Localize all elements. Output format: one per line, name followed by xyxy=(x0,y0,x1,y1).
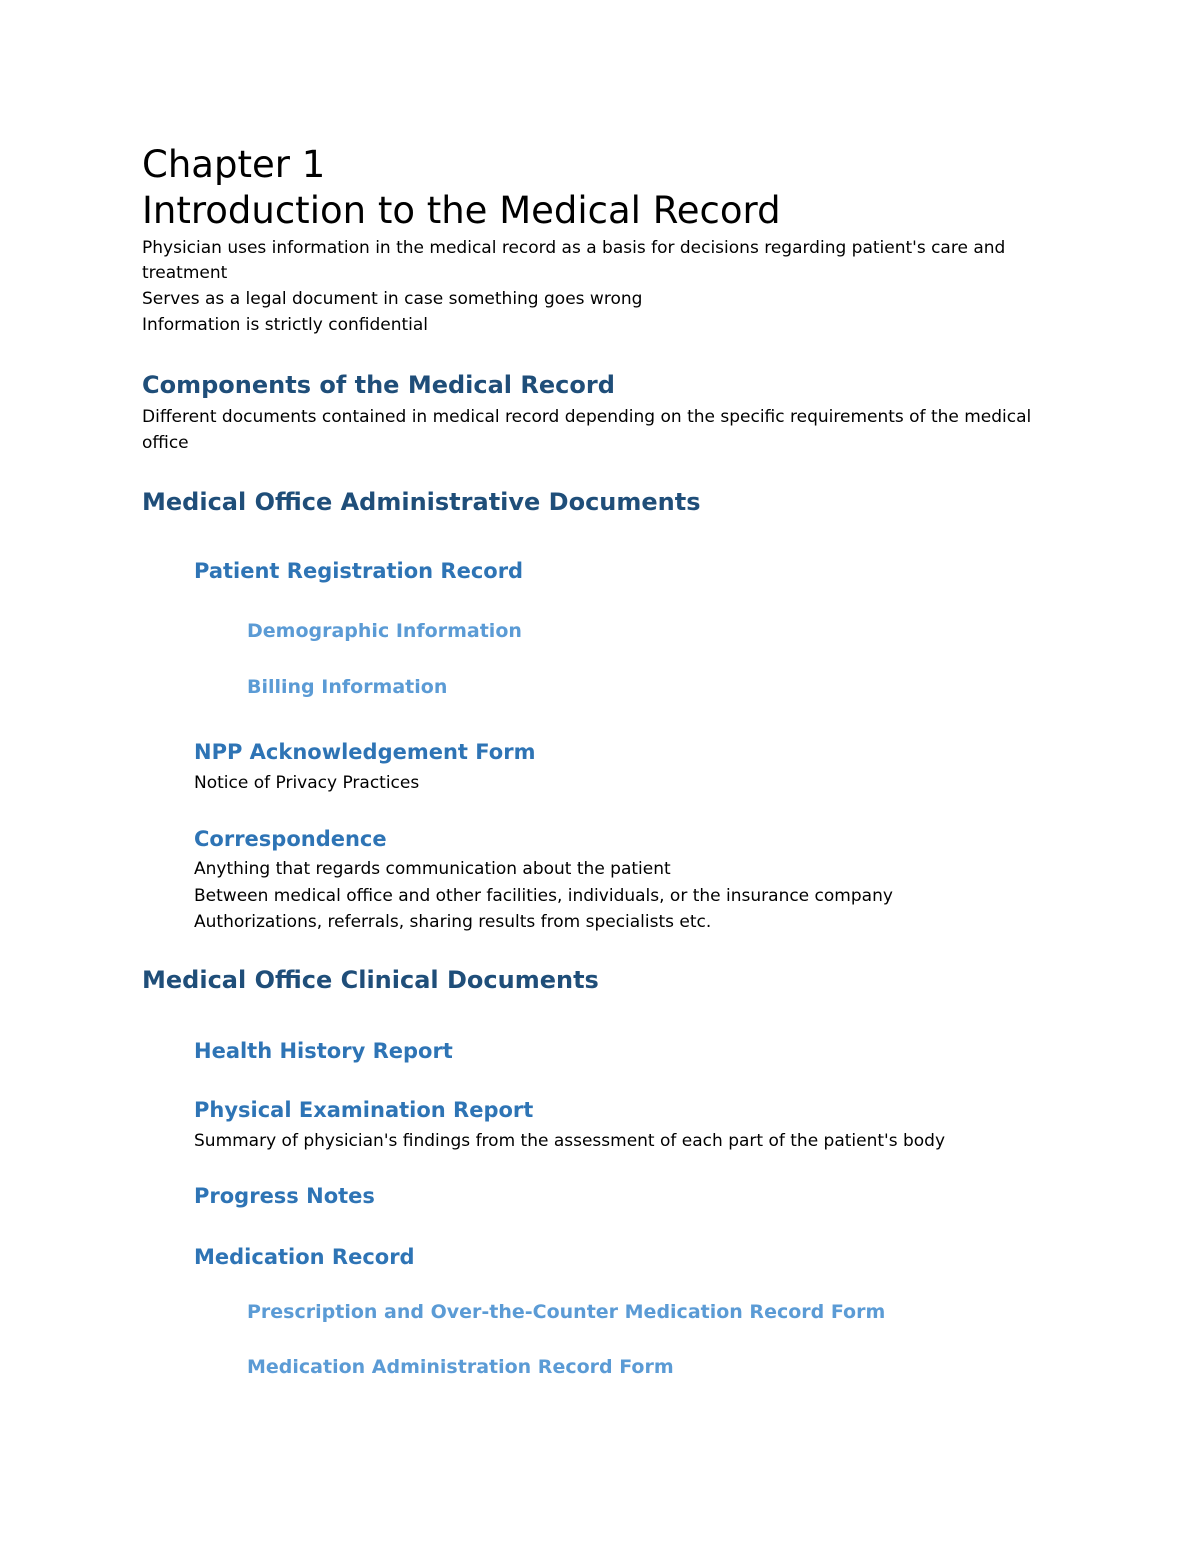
medication-record-heading: Medication Record xyxy=(194,1245,415,1269)
components-heading: Components of the Medical Record xyxy=(142,371,615,399)
medication-administration-heading: Medication Administration Record Form xyxy=(247,1356,674,1378)
billing-information-heading: Billing Information xyxy=(247,676,448,698)
administrative-documents-heading: Medical Office Administrative Documents xyxy=(142,488,701,516)
components-text-line: office xyxy=(142,433,189,453)
correspondence-text: Between medical office and other facilities, individuals, or the insurance company xyxy=(194,886,893,906)
demographic-information-heading: Demographic Information xyxy=(247,620,522,642)
intro-paragraph: Serves as a legal document in case something goes wrong xyxy=(142,289,643,309)
components-text-line: Different documents contained in medical record depending on the specific requirements of the medical xyxy=(142,407,1032,427)
health-history-heading: Health History Report xyxy=(194,1039,453,1063)
physical-examination-heading: Physical Examination Report xyxy=(194,1098,534,1122)
npp-text: Notice of Privacy Practices xyxy=(194,773,420,793)
physical-examination-text: Summary of physician's findings from the assessment of each part of the patient's body xyxy=(194,1131,946,1151)
progress-notes-heading: Progress Notes xyxy=(194,1184,375,1208)
correspondence-text: Anything that regards communication about the patient xyxy=(194,859,671,879)
npp-acknowledgement-heading: NPP Acknowledgement Form xyxy=(194,740,536,764)
intro-paragraph-line: Physician uses information in the medical record as a basis for decisions regarding patient's care and xyxy=(142,238,1006,258)
clinical-documents-heading: Medical Office Clinical Documents xyxy=(142,966,599,994)
correspondence-heading: Correspondence xyxy=(194,827,387,851)
otc-medication-record-heading: Prescription and Over-the-Counter Medication Record Form xyxy=(247,1301,886,1323)
patient-registration-heading: Patient Registration Record xyxy=(194,559,524,583)
correspondence-text: Authorizations, referrals, sharing results from specialists etc. xyxy=(194,912,712,932)
intro-paragraph: Information is strictly confidential xyxy=(142,315,429,335)
document-title: Introduction to the Medical Record xyxy=(142,189,781,232)
chapter-title: Chapter 1 xyxy=(142,143,326,186)
intro-paragraph-line: treatment xyxy=(142,263,228,283)
